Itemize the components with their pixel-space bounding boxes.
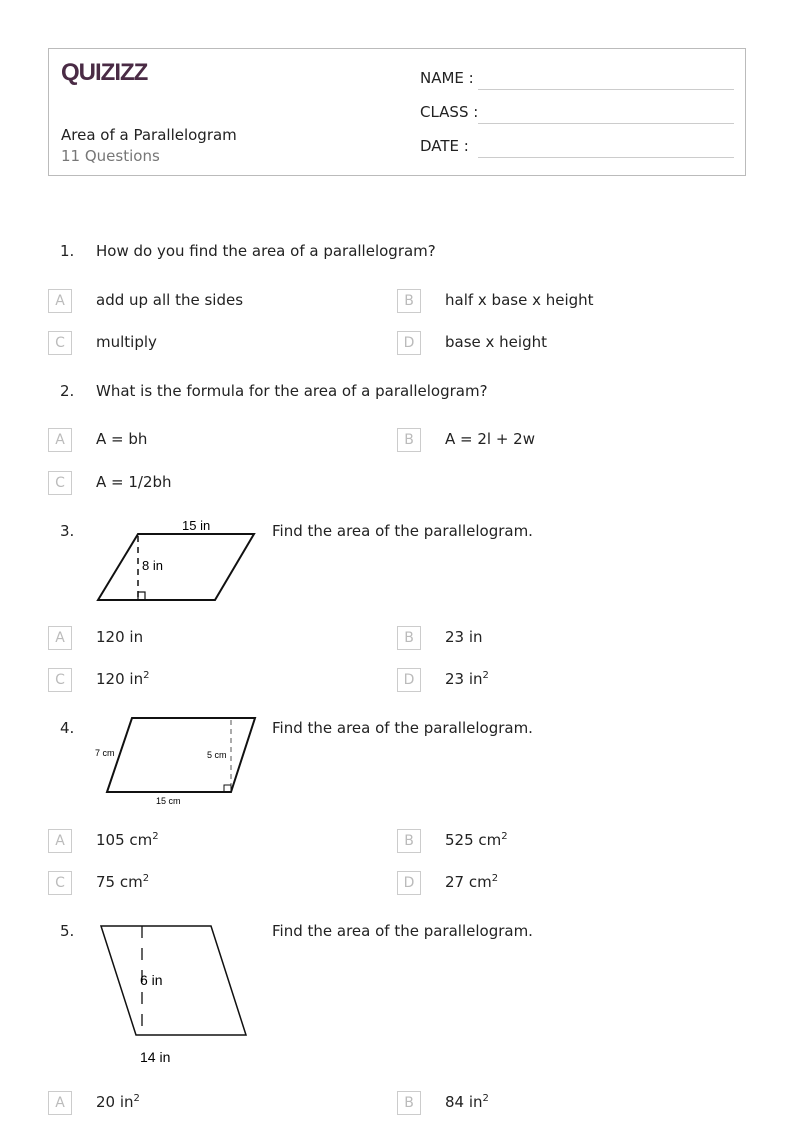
option-letter[interactable]: B (397, 289, 421, 313)
option-letter[interactable]: C (48, 871, 72, 895)
option-letter[interactable]: D (397, 331, 421, 355)
option-letter[interactable]: D (397, 668, 421, 692)
question-number: 5. (60, 922, 75, 940)
question-number: 4. (60, 719, 75, 737)
option-text: 105 $cm^2$ (96, 831, 159, 849)
option-text: 20 $in^2$ (96, 1093, 140, 1111)
question-text: What is the formula for the area of a parallelogram? (96, 382, 488, 400)
option-text: A = 1/2bh (96, 473, 172, 491)
side-label: 7 cm (95, 748, 115, 758)
option-text: A = 2l + 2w (445, 430, 535, 448)
option-text: 84 $in^2$ (445, 1093, 489, 1111)
option-letter[interactable]: B (397, 626, 421, 650)
option-letter[interactable]: A (48, 1091, 72, 1115)
option-text: 23 $in^2$ (445, 670, 489, 688)
date-label: DATE : (420, 137, 469, 155)
option-text: add up all the sides (96, 291, 244, 309)
parallelogram-figure (90, 710, 270, 810)
option-letter[interactable]: C (48, 331, 72, 355)
question-count: 11 Questions (61, 147, 160, 165)
height-label: 6 in (140, 972, 163, 988)
option-text: multiply (96, 333, 157, 351)
question-text: Find the area of the parallelogram. (272, 922, 533, 940)
name-label: NAME : (420, 69, 474, 87)
option-letter[interactable]: B (397, 428, 421, 452)
option-text: 120 in (96, 628, 144, 646)
option-text: base x height (445, 333, 547, 351)
option-text: 27 $cm^2$ (445, 873, 499, 891)
option-letter[interactable]: D (397, 871, 421, 895)
class-field[interactable] (478, 123, 734, 124)
option-letter[interactable]: A (48, 626, 72, 650)
question-number: 3. (60, 522, 75, 540)
option-text: 23 in (445, 628, 483, 646)
question-text: Find the area of the parallelogram. (272, 522, 533, 540)
parallelogram-figure (90, 512, 270, 607)
class-label: CLASS : (420, 103, 479, 121)
worksheet-header (48, 48, 746, 176)
option-letter[interactable]: A (48, 428, 72, 452)
option-text: 525 $cm^2$ (445, 831, 508, 849)
option-letter[interactable]: C (48, 668, 72, 692)
parallelogram-figure (90, 915, 270, 1075)
base-label: 14 in (140, 1049, 171, 1065)
option-letter[interactable]: A (48, 289, 72, 313)
height-label: 5 cm (207, 750, 227, 760)
option-text: A = bh (96, 430, 148, 448)
option-letter[interactable]: B (397, 1091, 421, 1115)
question-number: 1. (60, 242, 75, 260)
option-letter[interactable]: C (48, 471, 72, 495)
top-label: 15 in (182, 518, 211, 533)
base-label: 15 cm (156, 796, 181, 806)
height-label: 8 in (142, 558, 163, 573)
question-number: 2. (60, 382, 75, 400)
name-field[interactable] (478, 89, 734, 90)
option-text: 75 $cm^2$ (96, 873, 150, 891)
quizizz-logo: QUIZIZZ (61, 59, 148, 86)
date-field[interactable] (478, 157, 734, 158)
option-text: half x base x height (445, 291, 594, 309)
option-letter[interactable]: B (397, 829, 421, 853)
question-text: Find the area of the parallelogram. (272, 719, 533, 737)
worksheet-title: Area of a Parallelogram (61, 126, 237, 144)
option-text: 120 $in^2$ (96, 670, 150, 688)
option-letter[interactable]: A (48, 829, 72, 853)
question-text: How do you find the area of a parallelogram? (96, 242, 436, 260)
